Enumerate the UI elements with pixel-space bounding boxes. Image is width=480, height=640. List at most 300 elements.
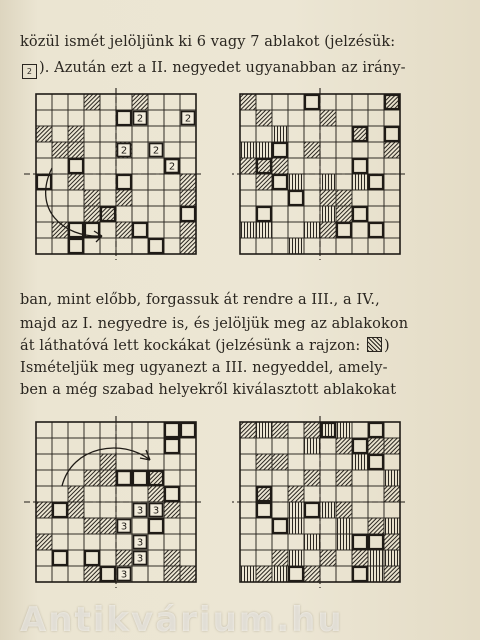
grid-cell <box>320 126 336 142</box>
window-cell <box>257 207 271 221</box>
grid-cell <box>240 190 256 206</box>
grid-cell <box>384 158 400 174</box>
figure-grid-top-left <box>22 88 212 268</box>
grid-cell <box>336 238 352 254</box>
grid-cell <box>352 238 368 254</box>
window-cell <box>133 471 147 485</box>
grid-cell <box>180 534 196 550</box>
grid-cell <box>352 486 368 502</box>
grid-cell <box>68 422 84 438</box>
text-line-5 <box>20 336 420 356</box>
grid-cell <box>240 238 256 254</box>
grid-cell <box>116 454 132 470</box>
grid-cell <box>52 518 68 534</box>
grid-cell <box>256 422 272 438</box>
grid-cell <box>368 126 384 142</box>
grid-cell <box>272 566 288 582</box>
grid-cell <box>320 486 336 502</box>
grid-cell <box>52 454 68 470</box>
grid-cell <box>368 94 384 110</box>
grid-cell <box>100 422 116 438</box>
grid-cell <box>368 566 384 582</box>
grid-cell <box>288 222 304 238</box>
grid-cell <box>304 142 320 158</box>
grid-cell <box>36 110 52 126</box>
grid-cell <box>384 94 400 110</box>
window-cell <box>369 423 383 437</box>
grid-cell <box>100 142 116 158</box>
grid-cell <box>180 126 196 142</box>
grid-cell <box>384 534 400 550</box>
grid-cell <box>288 534 304 550</box>
grid-cell <box>304 534 320 550</box>
grid-cell <box>240 566 256 582</box>
window-cell <box>149 519 163 533</box>
grid-cell <box>180 222 196 238</box>
grid-cell <box>368 518 384 534</box>
grid-cell <box>100 454 116 470</box>
grid-cell <box>68 534 84 550</box>
grid-cell <box>100 502 116 518</box>
grid-cell <box>336 550 352 566</box>
text-line-5-post: ) <box>384 338 390 354</box>
grid-cell <box>52 174 68 190</box>
grid-cell <box>84 110 100 126</box>
grid-cell <box>36 190 52 206</box>
grid-cell <box>272 470 288 486</box>
grid-cell <box>36 238 52 254</box>
grid-cell <box>304 550 320 566</box>
grid-cell <box>384 126 400 142</box>
grid-cell <box>148 550 164 566</box>
window-cell <box>369 535 383 549</box>
grid-cell <box>116 206 132 222</box>
grid-cell <box>256 454 272 470</box>
grid-cell <box>132 190 148 206</box>
grid-cell <box>272 518 288 534</box>
grid-cell <box>320 550 336 566</box>
window-cell <box>353 207 367 221</box>
grid-cell <box>100 550 116 566</box>
grid-cell <box>288 158 304 174</box>
grid-cell <box>336 534 352 550</box>
grid-cell <box>256 238 272 254</box>
grid-cell <box>336 94 352 110</box>
window-cell <box>133 223 147 237</box>
grid-cell <box>352 502 368 518</box>
grid-cell <box>384 454 400 470</box>
grid-cell <box>256 142 272 158</box>
grid-cell <box>256 550 272 566</box>
grid-cell <box>240 158 256 174</box>
grid-cell <box>368 222 384 238</box>
grid-cell <box>352 158 368 174</box>
grid-cell <box>36 502 52 518</box>
grid-cell <box>304 94 320 110</box>
grid-cell <box>256 486 272 502</box>
window-mark-2-inline: 2 <box>22 64 37 79</box>
grid-cell <box>68 126 84 142</box>
grid-cell <box>148 94 164 110</box>
figure-grid-bottom-left <box>22 416 212 596</box>
window-label: 3 <box>136 537 144 549</box>
grid-cell <box>148 238 164 254</box>
grid-cell <box>320 206 336 222</box>
grid-cell <box>164 190 180 206</box>
grid-cell <box>116 158 132 174</box>
grid-cell <box>164 222 180 238</box>
grid-cell <box>100 222 116 238</box>
grid-cell <box>148 566 164 582</box>
grid-cell <box>256 534 272 550</box>
grid-cell <box>384 550 400 566</box>
grid-cell <box>100 534 116 550</box>
grid-cell <box>132 142 148 158</box>
grid-cell <box>240 518 256 534</box>
grid-cell <box>52 238 68 254</box>
grid-cell <box>164 470 180 486</box>
grid-cell <box>180 94 196 110</box>
window-cell <box>353 567 367 581</box>
grid-cell <box>148 486 164 502</box>
grid-cell <box>352 142 368 158</box>
grid-cell <box>288 438 304 454</box>
grid-cell <box>100 238 116 254</box>
grid-cell <box>240 550 256 566</box>
grid-cell <box>84 190 100 206</box>
grid-cell <box>256 470 272 486</box>
grid-cell <box>320 142 336 158</box>
grid-cell <box>288 502 304 518</box>
figure-grid-bottom-right <box>232 416 412 596</box>
grid-cell <box>288 422 304 438</box>
grid-cell <box>240 174 256 190</box>
grid-cell <box>304 174 320 190</box>
grid-cell <box>100 190 116 206</box>
grid-cell <box>288 566 304 582</box>
window-cell <box>257 503 271 517</box>
grid-cell <box>68 206 84 222</box>
grid-cell <box>304 222 320 238</box>
grid-cell <box>36 422 52 438</box>
grid-cell <box>352 126 368 142</box>
grid-cell <box>68 518 84 534</box>
grid-cell <box>320 502 336 518</box>
grid-cell <box>288 518 304 534</box>
grid-cell <box>336 126 352 142</box>
grid-cell <box>84 142 100 158</box>
grid-cell <box>36 142 52 158</box>
window-cell <box>69 239 83 253</box>
grid-cell <box>304 454 320 470</box>
grid-cell <box>288 550 304 566</box>
grid-cell <box>148 470 164 486</box>
grid-cell <box>180 550 196 566</box>
grid-cell <box>320 566 336 582</box>
grid-cell <box>164 502 180 518</box>
grid-cell <box>36 454 52 470</box>
grid-cell <box>164 518 180 534</box>
grid-cell <box>180 422 196 438</box>
grid-cell <box>36 518 52 534</box>
grid-cell <box>100 470 116 486</box>
grid-cell <box>116 502 132 518</box>
grid-cell <box>180 142 196 158</box>
window-label: 2 <box>152 145 160 157</box>
grid-cell <box>384 438 400 454</box>
grid-cell <box>52 222 68 238</box>
grid-cell <box>368 486 384 502</box>
grid-cell <box>132 126 148 142</box>
grid-cell <box>84 470 100 486</box>
grid-cell <box>68 486 84 502</box>
grid-cell <box>36 550 52 566</box>
grid-cell <box>180 190 196 206</box>
window-label: 2 <box>120 145 128 157</box>
text-line-4: majd az I. negyedre is, és jelöljük meg az ablakokon <box>20 316 409 332</box>
grid-cell <box>148 190 164 206</box>
grid-cell <box>116 534 132 550</box>
grid-cell <box>384 470 400 486</box>
grid-cell <box>256 190 272 206</box>
window-cell <box>369 175 383 189</box>
grid-cell <box>384 142 400 158</box>
grid-cell <box>304 470 320 486</box>
grid-cell <box>304 238 320 254</box>
grid-cell <box>384 222 400 238</box>
grid-cell <box>352 422 368 438</box>
hatched-mark-inline <box>367 337 382 352</box>
grid-cell <box>368 206 384 222</box>
grid-cell <box>368 238 384 254</box>
grid-cell <box>384 486 400 502</box>
grid-cell <box>84 94 100 110</box>
grid-cell <box>68 94 84 110</box>
grid-cell <box>240 142 256 158</box>
grid-cell <box>164 422 180 438</box>
grid-cell <box>320 222 336 238</box>
grid-cell <box>256 126 272 142</box>
grid-cell <box>368 502 384 518</box>
grid-cell <box>320 174 336 190</box>
grid-cell <box>304 502 320 518</box>
grid-cell <box>352 566 368 582</box>
grid-cell <box>36 438 52 454</box>
grid-cell <box>336 110 352 126</box>
grid-cell <box>336 190 352 206</box>
grid-cell <box>336 174 352 190</box>
grid-cell <box>352 110 368 126</box>
grid-cell <box>132 206 148 222</box>
window-cell <box>69 159 83 173</box>
grid-cell <box>368 158 384 174</box>
grid-cell <box>116 190 132 206</box>
grid-cell <box>164 126 180 142</box>
grid-cell <box>180 502 196 518</box>
grid-cell <box>116 174 132 190</box>
window-label: 2 <box>168 161 176 173</box>
watermark: Antikvárium.hu <box>20 600 344 640</box>
grid-cell <box>352 206 368 222</box>
grid-cell <box>256 502 272 518</box>
window-cell <box>165 423 179 437</box>
grid-cell <box>352 174 368 190</box>
window-cell <box>181 423 195 437</box>
text-line-5-pre: át láthatóvá lett kockákat (jelzésünk a rajzon: <box>20 338 361 354</box>
grid-cell <box>336 158 352 174</box>
grid-cell <box>52 190 68 206</box>
grid-cell <box>304 422 320 438</box>
grid-cell <box>148 110 164 126</box>
grid-cell <box>36 222 52 238</box>
grid-cell <box>84 566 100 582</box>
grid-cell <box>352 222 368 238</box>
grid-cell <box>36 566 52 582</box>
window-cell <box>165 439 179 453</box>
grid-cell <box>304 566 320 582</box>
grid-cell <box>68 566 84 582</box>
grid-cell <box>68 174 84 190</box>
grid-cell <box>52 550 68 566</box>
text-line-2-rest: ). Azután ezt a II. negyedet ugyanabban az irány- <box>39 60 406 76</box>
grid-cell <box>336 502 352 518</box>
grid-cell <box>84 502 100 518</box>
window-label: 2 <box>184 113 192 125</box>
grid-cell <box>132 238 148 254</box>
grid-cell <box>180 486 196 502</box>
grid-cell <box>132 470 148 486</box>
grid-cell <box>180 518 196 534</box>
grid-cell <box>240 110 256 126</box>
window-cell <box>165 487 179 501</box>
grid-cell <box>68 238 84 254</box>
grid-cell <box>288 174 304 190</box>
grid-cell <box>164 206 180 222</box>
grid-cell <box>304 126 320 142</box>
grid-cell <box>164 566 180 582</box>
grid-cell <box>100 438 116 454</box>
grid-cell <box>132 518 148 534</box>
grid-cell <box>116 222 132 238</box>
grid-cell <box>100 518 116 534</box>
window-cell <box>117 175 131 189</box>
grid-cell <box>148 174 164 190</box>
grid-cell <box>240 206 256 222</box>
grid-cell <box>304 158 320 174</box>
grid-cell <box>272 502 288 518</box>
grid-cell <box>272 454 288 470</box>
grid-cell <box>180 454 196 470</box>
window-label: 3 <box>120 521 128 533</box>
text-line-2 <box>20 58 420 79</box>
grid-cell <box>36 534 52 550</box>
grid-cell <box>100 566 116 582</box>
window-cell <box>385 127 399 141</box>
text-line-1: közül ismét jelöljünk ki 6 vagy 7 ablakot (jelzésük: <box>20 34 396 50</box>
grid-cell <box>256 222 272 238</box>
grid-cell <box>68 470 84 486</box>
grid-cell <box>272 158 288 174</box>
grid-cell <box>148 422 164 438</box>
grid-cell <box>384 518 400 534</box>
grid-cell <box>116 486 132 502</box>
grid-cell <box>256 566 272 582</box>
grid-cell <box>84 518 100 534</box>
grid-cell <box>272 206 288 222</box>
grid-cell <box>164 438 180 454</box>
grid-cell <box>368 174 384 190</box>
window-cell <box>289 191 303 205</box>
grid-cell <box>288 142 304 158</box>
grid-cell <box>100 158 116 174</box>
grid-cell <box>100 206 116 222</box>
grid-cell <box>148 158 164 174</box>
window-cell <box>305 95 319 109</box>
grid-cell <box>52 566 68 582</box>
window-cell <box>289 567 303 581</box>
window-label: 3 <box>120 569 128 581</box>
grid-cell <box>336 566 352 582</box>
grid-cell <box>148 438 164 454</box>
window-cell <box>369 223 383 237</box>
grid-cell <box>100 126 116 142</box>
grid-cell <box>36 94 52 110</box>
grid-cell <box>288 94 304 110</box>
grid-cell <box>116 470 132 486</box>
grid-cell <box>240 534 256 550</box>
grid-cell <box>352 518 368 534</box>
grid-cell <box>84 422 100 438</box>
grid-cell <box>368 422 384 438</box>
window-cell <box>273 143 287 157</box>
grid-cell <box>336 486 352 502</box>
grid-cell <box>68 502 84 518</box>
window-cell <box>353 439 367 453</box>
grid-cell <box>180 174 196 190</box>
grid-cell <box>320 190 336 206</box>
grid-cell <box>240 502 256 518</box>
grid-cell <box>368 110 384 126</box>
grid-cell <box>100 486 116 502</box>
grid-cell <box>240 222 256 238</box>
grid-cell <box>132 222 148 238</box>
grid-cell <box>240 422 256 438</box>
window-cell <box>85 551 99 565</box>
grid-cell <box>68 438 84 454</box>
window-cell <box>117 471 131 485</box>
grid-cell <box>84 126 100 142</box>
window-cell <box>369 455 383 469</box>
grid-cell <box>288 126 304 142</box>
grid-cell <box>320 454 336 470</box>
grid-cell <box>240 438 256 454</box>
grid-cell <box>148 454 164 470</box>
grid-cell <box>132 486 148 502</box>
grid-cell <box>368 438 384 454</box>
grid-cell <box>84 174 100 190</box>
grid-cell <box>148 206 164 222</box>
window-cell <box>273 175 287 189</box>
grid-cell <box>288 486 304 502</box>
grid-cell <box>320 470 336 486</box>
grid-cell <box>180 566 196 582</box>
grid-cell <box>256 518 272 534</box>
grid-cell <box>352 534 368 550</box>
grid-cell <box>52 110 68 126</box>
window-label: 2 <box>136 113 144 125</box>
grid-cell <box>164 534 180 550</box>
grid-cell <box>164 238 180 254</box>
